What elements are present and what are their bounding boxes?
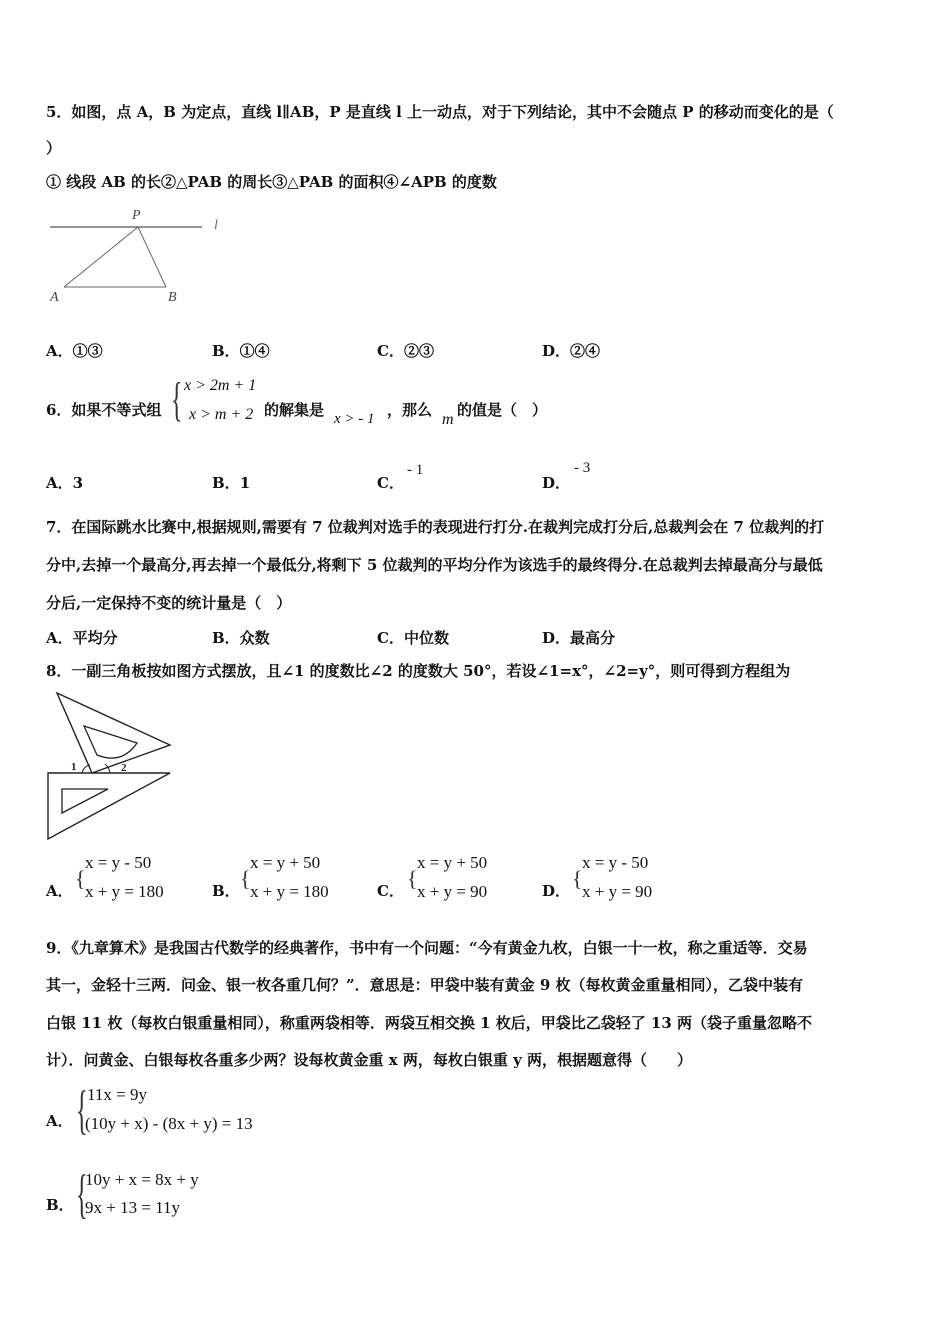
q5-option-a[interactable]: A．①③ [46,342,103,360]
q8-set-squares-figure [42,693,182,843]
q6-option-a-label: A． [46,474,73,492]
q6-stem-suffix: 的值是（ ） [457,401,548,419]
q5-triangle-figure [46,205,236,305]
q6-option-d-label: D． [542,474,571,492]
q9-option-a[interactable]: A． [46,1112,73,1130]
q9-stem-line1: 9．《九章算术》是我国古代数学的经典著作，书中有一个问题：“今有黄金九枚，白银一十一枚，称之重适等．交易 [46,939,808,957]
q6-option-d-value: - 3 [574,460,591,476]
q6-stem-mid: 的解集是 [264,401,325,419]
q6-option-a[interactable] [46,472,83,493]
q6-option-c[interactable] [377,472,404,493]
q8-angle-label-1: 1 [71,761,77,773]
q5-statements: ① 线段 AB 的长②△PAB 的周长③△PAB 的面积④∠APB 的度数 [46,173,497,191]
q5-stem-line2: ） [46,139,62,157]
q6-solution: x > - 1 [334,411,375,427]
q9-stem-line4: 计）．问黄金、白银每枚各重多少两？设每枚黄金重 x 两，每枚白银重 y 两，根据题意得（ ） [46,1051,693,1069]
q6-option-b[interactable] [212,472,250,493]
q6-stem-prefix: 6．如果不等式组 [46,401,162,419]
q9-option-b-eq1: 10y + x = 8x + y [85,1170,199,1189]
q5-label-p: P [132,208,141,223]
q5-option-c[interactable]: C．②③ [377,342,434,360]
q9-option-a-eq2: (10y + x) - (8x + y) = 13 [85,1114,253,1133]
q8-option-a-eq1: x = y - 50 [85,853,152,872]
q6-option-b-value: 1 [239,474,251,492]
q8-option-b[interactable]: B． [212,882,240,900]
q6-option-c-value: - 1 [407,462,424,478]
q8-option-c-brace: { [407,866,418,891]
q8-option-b-eq1: x = y + 50 [250,853,321,872]
q7-stem-line3: 分后,一定保持不变的统计量是（ ） [46,594,292,612]
q6-option-d[interactable] [542,472,570,493]
q5-label-l: l [214,218,218,233]
q8-option-c-eq2: x + y = 90 [417,882,488,901]
q8-option-d[interactable]: D． [542,882,571,900]
q7-option-d[interactable]: D．最高分 [542,629,616,647]
q7-stem-line1: 7．在国际跳水比赛中,根据规则,需要有 7 位裁判对选手的表现进行打分.在裁判完成打分后,总裁判会在 7 位裁判的打 [46,518,825,536]
q8-angle-label-2: 2 [121,762,127,774]
q6-option-c-label: C． [377,474,404,492]
q7-option-a[interactable]: A．平均分 [46,629,118,647]
q8-option-b-eq2: x + y = 180 [250,882,329,901]
q8-option-a-eq2: x + y = 180 [85,882,164,901]
q7-option-c[interactable]: C．中位数 [377,629,449,647]
q9-option-b[interactable]: B． [46,1196,74,1214]
q6-option-a-value: 3 [72,474,84,492]
q8-option-d-brace: { [572,866,583,891]
q5-label-b: B [168,290,177,305]
q6-var-m: m [442,411,454,428]
q6-system-brace: { [171,373,183,426]
q9-option-a-brace: { [76,1080,88,1140]
q8-option-d-eq2: x + y = 90 [582,882,653,901]
q9-option-b-brace: { [76,1164,88,1224]
q6-option-b-label: B． [212,474,240,492]
q8-option-c-eq1: x = y + 50 [417,853,488,872]
q8-option-a[interactable]: A． [46,882,73,900]
q7-stem-line2: 分中,去掉一个最高分,再去掉一个最低分,将剩下 5 位裁判的平均分作为该选手的最终得分.在总裁判去掉最高分与最低 [46,556,823,574]
q8-option-d-eq1: x = y - 50 [582,853,649,872]
q5-option-d[interactable]: D．②④ [542,342,601,360]
q8-option-a-brace: { [75,866,86,891]
q9-stem-line2: 其一，金轻十三两．问金、银一枚各重几何？”．意思是：甲袋中装有黄金 9 枚（每枚黄金重量相同），乙袋中装有 [46,976,804,994]
q6-system-eq1: x > 2m + 1 [184,377,257,394]
q5-stem-line1: 5．如图，点 A，B 为定点，直线 l∥AB，P 是直线 l 上一动点，对于下列结论，其中不会随点 P 的移动而变化的是（ [46,103,834,121]
q8-stem-line1: 8．一副三角板按如图方式摆放，且∠1 的度数比∠2 的度数大 50°，若设∠1=x°，∠2=y°，则可得到方程组为 [46,662,791,680]
q9-stem-line3: 白银 11 枚（每枚白银重量相同），称重两袋相等．两袋互相交换 1 枚后，甲袋比乙袋轻了 13 两（袋子重量忽略不 [46,1014,813,1032]
q9-option-b-eq2: 9x + 13 = 11y [85,1198,181,1217]
q8-option-b-brace: { [240,866,251,891]
q8-option-c[interactable]: C． [377,882,404,900]
q6-system-eq2: x > m + 2 [189,406,254,423]
q5-option-b[interactable]: B．①④ [212,342,270,360]
q7-option-b[interactable]: B．众数 [212,629,270,647]
q6-stem-then: ，那么 [387,401,433,419]
q5-label-a: A [50,290,59,305]
q9-option-a-eq1: 11x = 9y [87,1085,147,1104]
